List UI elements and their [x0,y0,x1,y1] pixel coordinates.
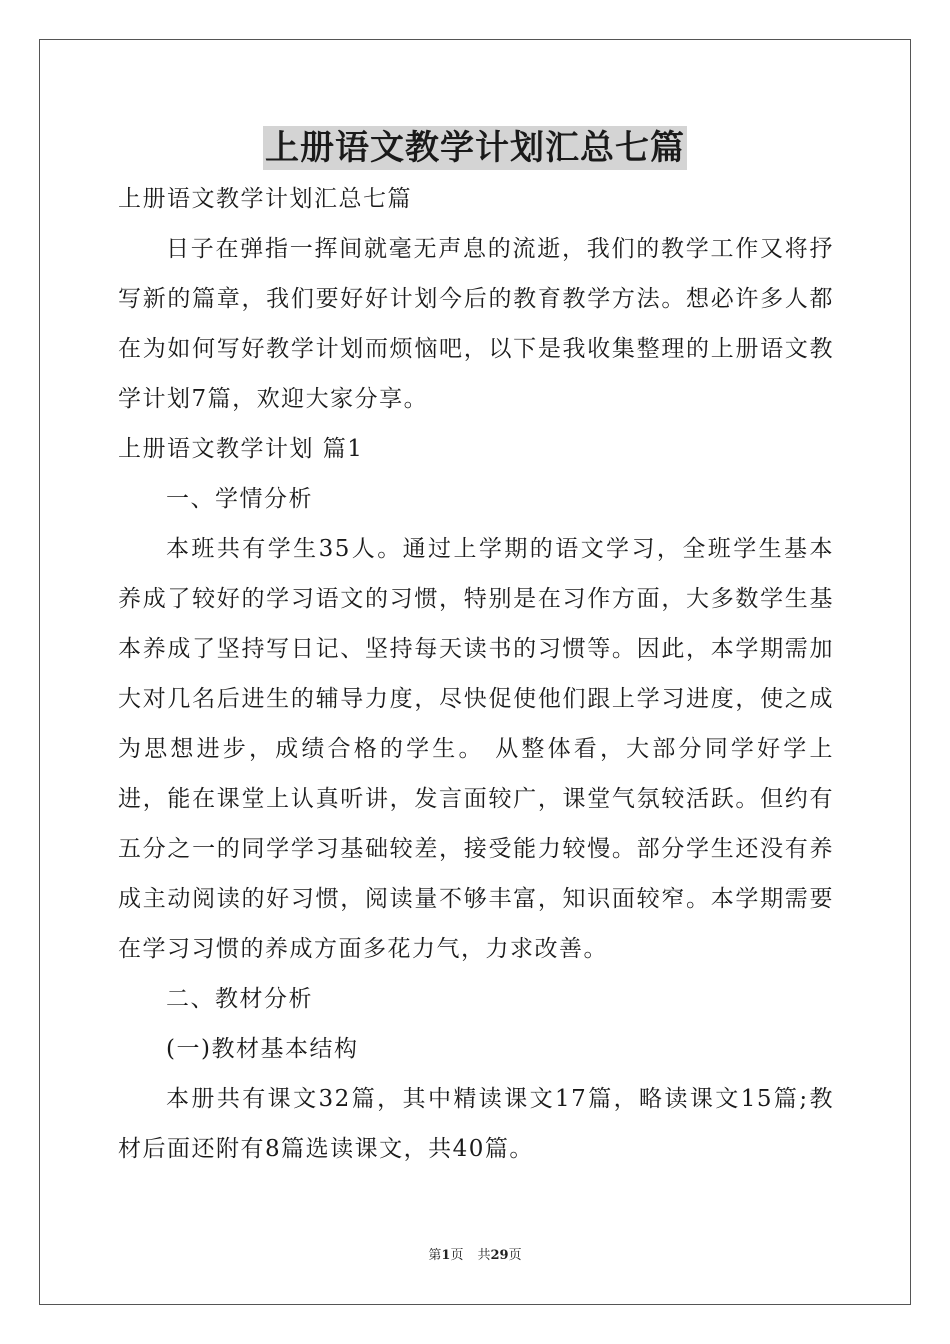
total-suffix: 页 [508,1248,522,1263]
subsection-heading: 二、教材分析 [166,986,313,1012]
page-number: 1 [441,1248,451,1263]
title-container [0,126,950,170]
subsection-heading: (一)教材基本结构 [166,1036,359,1062]
total-pages: 29 [490,1248,509,1263]
document-body [118,174,834,1174]
paragraph: 日子在弹指一挥间就毫无声息的流逝，我们的教学工作又将抒写新的篇章，我们要好好计划今后的教育教学方法。想必许多人都在为如何写好教学计划而烦恼吧，以下是我收集整理的上册语文教学计划7篇，欢迎大家分享。 [118,236,834,412]
page-suffix: 页 [450,1248,464,1263]
subsection-heading: 一、学情分析 [166,486,313,512]
page-prefix: 第 [428,1248,442,1263]
document-title: 上册语文教学计划汇总七篇 [265,128,685,168]
page-footer [0,1246,950,1266]
paragraph: 本册共有课文32篇，其中精读课文17篇，略读课文15篇;教材后面还附有8篇选读课文，共40篇。 [118,1086,834,1162]
section-heading: 上册语文教学计划 篇1 [118,436,364,462]
total-prefix: 共 [477,1248,491,1263]
paragraph: 上册语文教学计划汇总七篇 [118,186,412,212]
paragraph: 本班共有学生35人。通过上学期的语文学习，全班学生基本养成了较好的学习语文的习惯，特别是在习作方面，大多数学生基本养成了坚持写日记、坚持每天读书的习惯等。因此，本学期需加大对几名后进生的辅导力度，尽快促使他们跟上学习进度，使之成为思想进步，成绩合格的学生。 从整体看，大部分同学好学上进，能在课堂上认真听讲，发言面较广，课堂气氛较活跃。但约有五分之一的同学学习基础较差，接受能力较慢。部分学生还没有养成主动阅读的好习惯，阅读量不够丰富，知识面较窄。本学期需要在学习习惯的养成方面多花力气，力求改善。 [118,536,834,962]
